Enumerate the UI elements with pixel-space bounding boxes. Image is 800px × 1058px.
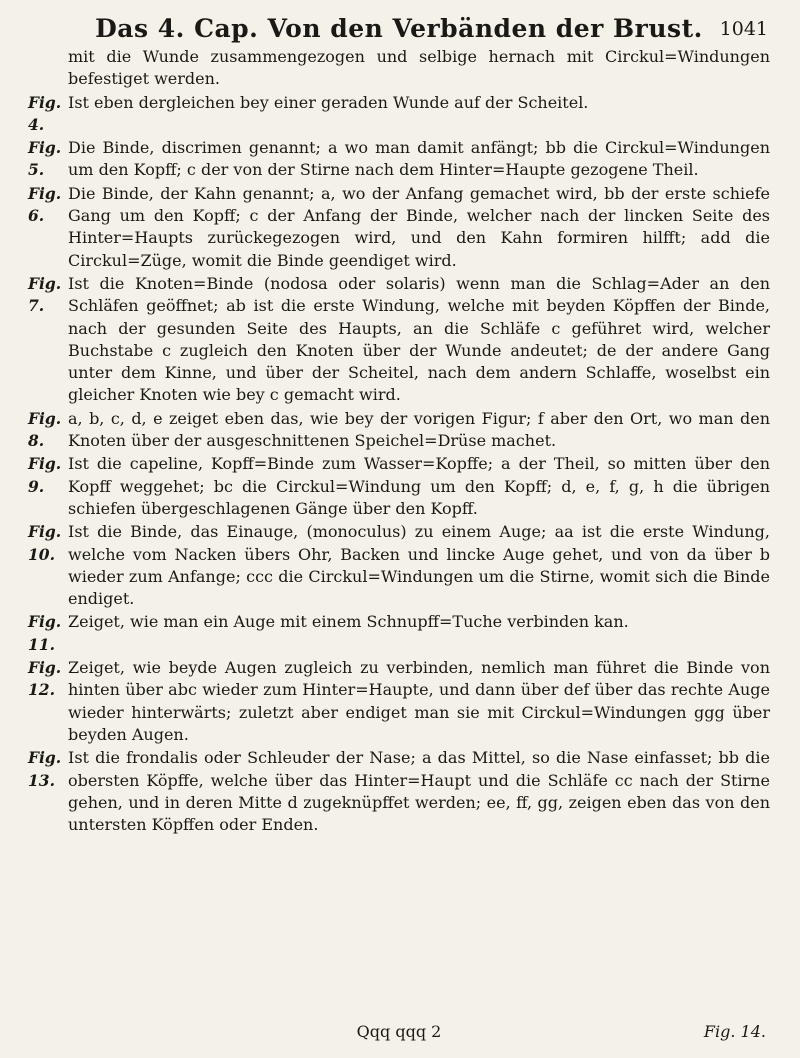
figure-label: Fig. 4. <box>28 92 62 134</box>
figure-label: Fig. 6. <box>28 183 62 226</box>
page-number: 1041 <box>719 18 768 40</box>
figure-label: Fig. 12. <box>28 658 62 700</box>
figure-label: Fig. 10. <box>28 522 62 564</box>
figure-entry <box>28 657 770 746</box>
figure-entry <box>28 408 770 453</box>
catchword: Fig. 14. <box>703 1022 766 1041</box>
figure-description-text: Ist die Binde, das Einauge, (monoculus) zu einem Auge; aa ist die erste Windung, welche vom Nacken übers Ohr, Backen und lincke Auge gehet, und von da über b wieder zum Anfange; ccc die Circkul=Windungen um die Stirne, womit sich die Binde endiget. <box>68 522 770 609</box>
figure-label: Fig. 8. <box>28 408 62 451</box>
figure-label: Fig. 7. <box>28 273 62 316</box>
figure-entry <box>28 92 770 137</box>
page-footer <box>28 1022 770 1050</box>
figure-label: Fig. 13. <box>28 748 62 790</box>
figure-entry <box>28 273 770 407</box>
figure-entry <box>28 183 770 272</box>
figure-entry <box>28 453 770 520</box>
figure-description-text: Die Binde, discrimen genannt; a wo man damit anfängt; bb die Circkul=Windungen um den Kopff; c der von der Stirne nach dem Hinter=Haupte gezogene Theil. <box>68 138 770 180</box>
figure-descriptions <box>28 46 770 836</box>
figure-description-text: Zeiget, wie man ein Auge mit einem Schnupff=Tuche verbinden kan. <box>68 612 629 632</box>
figure-description-text: Ist die capeline, Kopff=Binde zum Wasser=Kopffe; a der Theil, so mitten über den Kopff weggehet; bc die Circkul=Windung um den Kopff; d, e, f, g, h die übrigen schiefen übergeschlagenen Gänge über den Kopff. <box>68 454 770 518</box>
figure-entry <box>28 137 770 182</box>
figure-description-text: Ist die frondalis oder Schleuder der Nase; a das Mittel, so die Nase einfasset; bb die obersten Köpffe, welche über das Hinter=Haupt und die Schläfe cc nach der Stirne gehen, und in deren Mitte d zugeknüpffet werden; ee, ff, gg, zeigen eben das von den untersten Köpffen oder Enden. <box>68 748 770 835</box>
figure-description-text: Ist eben dergleichen bey einer geraden Wunde auf der Scheitel. <box>68 92 589 112</box>
figure-description-text: Die Binde, der Kahn genannt; a, wo der Anfang gemachet wird, bb der erste schiefe Gang um den Kopff; c der Anfang der Binde, welcher nach der lincken Seite des Hinter=Haupts zurückegezogen wird, und den Kahn formiren hilfft; add die Circkul=Züge, womit die Binde geendiget wird. <box>68 183 770 270</box>
figure-description-text: Zeiget, wie beyde Augen zugleich zu verbinden, nemlich man führet die Binde von hinten über abc wieder zum Hinter=Haupte, und dann über def über das rechte Auge wieder hinterwärts; zuletzt aber endiget man sie mit Circkul=Windungen ggg über beyden Augen. <box>68 658 770 744</box>
figure-description-text: mit die Wunde zusammengezogen und selbige hernach mit Circkul=Windungen befestiget werden. <box>68 47 770 89</box>
figure-label: Fig. 5. <box>28 138 62 180</box>
figure-entry <box>28 521 770 610</box>
page-header <box>28 8 770 42</box>
running-title: Das 4. Cap. Von den Verbänden der Brust. <box>95 14 703 43</box>
figure-label: Fig. 11. <box>28 612 62 654</box>
figure-description-text: a, b, c, d, e zeiget eben das, wie bey der vorigen Figur; f aber den Ort, wo man den Knoten über der ausgeschnittenen Speichel=Drüse machet. <box>68 408 770 451</box>
figure-description-text: Ist die Knoten=Binde (nodosa oder solaris) wenn man die Schlag=Ader an den Schläfen geöffnet; ab ist die erste Windung, welche mit beyden Köpffen der Binde, nach der gesunden Seite des Haupts, an die Schläfe c geführet wird, welcher Buchstabe c zugleich den Knoten über der Wunde andeutet; de der andere Gang unter dem Kinne, und über der Scheitel, nach dem andern Schlaffe, woselbst ein gleicher Knoten wie bey c gemacht wird. <box>68 273 770 405</box>
figure-label: Fig. 9. <box>28 454 62 496</box>
figure-entry <box>28 611 770 656</box>
signature-mark: Qqq qqq 2 <box>356 1022 442 1041</box>
figure-entry <box>28 747 770 836</box>
figure-entry <box>28 46 770 91</box>
